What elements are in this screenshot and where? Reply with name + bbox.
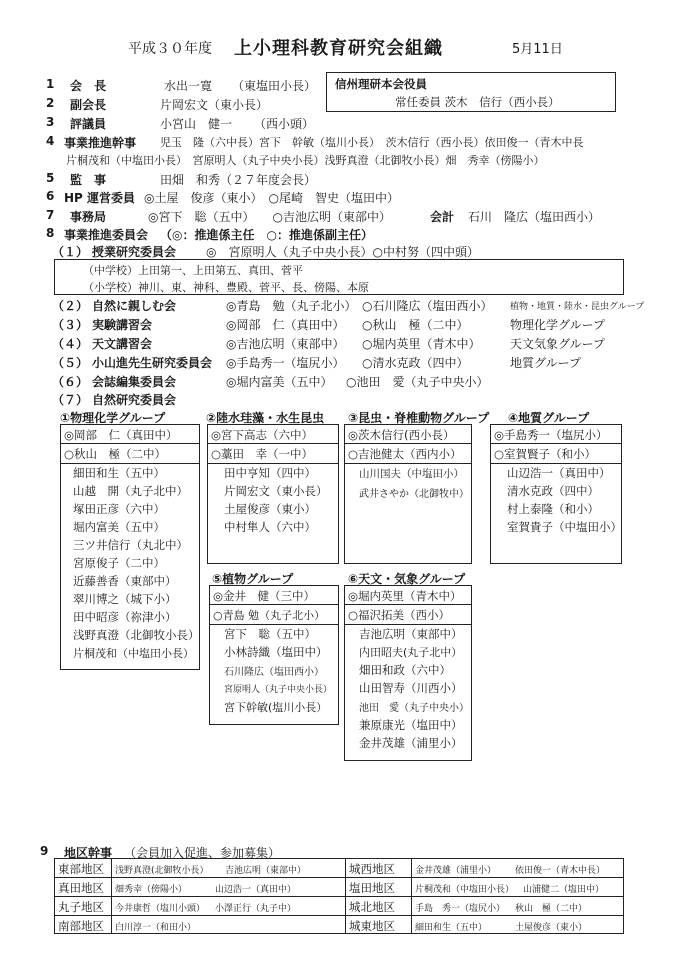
district-person: 今井康哲（塩川小頭）: [115, 904, 206, 914]
district-person: 秋山 極（二中）: [515, 904, 588, 914]
district-person: 畑秀幸（傍陽小）: [115, 885, 188, 895]
committee-num: （１）: [52, 245, 89, 259]
committee-num: （４）: [52, 337, 89, 351]
treasurer-label: 会計: [430, 210, 455, 224]
committee-group: 物理化学グループ: [510, 318, 606, 332]
group-chief: ◎岡部 仁（真田中）: [64, 428, 178, 442]
group-member: 吉池広明（東部中）: [359, 627, 463, 641]
item-role: 会 長: [70, 79, 107, 93]
item-role: 事業推進幹事: [64, 136, 137, 150]
group-member: 近藤善香（東部中）: [73, 574, 177, 588]
item-num: 6: [46, 189, 55, 203]
item-name: 田畑 和秀（２７年度会長）: [160, 173, 317, 187]
item-name: 水出一寛: [164, 79, 213, 93]
district-name: 東部地区: [58, 862, 104, 876]
committee-vice: ○秋山 極（二中）: [362, 318, 469, 332]
group-member: 宮原明人（丸子中央小長）: [224, 685, 333, 695]
committee-vice: ○堀内英里（青木中）: [362, 337, 481, 351]
group-member: 村上泰隆（和小）: [507, 502, 599, 516]
group-chief: ◎堀内英里（青木中）: [348, 589, 462, 603]
item-num: 1: [46, 77, 55, 91]
committee-num: （３）: [52, 318, 89, 332]
district-name: 塩田地区: [349, 881, 395, 895]
group-member: 畑田和政（六中）: [359, 663, 451, 677]
item-line: 片桐茂和（中塩田小長） 宮原明人（丸子中央小長）浅野真澄（北御牧小長）畑 秀幸（傍陽小）: [66, 154, 545, 167]
group-member: 内田昭夫(丸子北中）: [359, 646, 463, 659]
item-role: 監 事: [70, 173, 107, 187]
group-title: ⑤植物グループ: [212, 572, 294, 586]
group-member: 山川国夫（中塩田小）: [359, 468, 464, 480]
district-name: 城西地区: [349, 862, 395, 876]
item-aff: （東塩田小長）: [232, 79, 317, 93]
committee-name: 実験講習会: [92, 318, 153, 332]
item-name: 片岡宏文（東小長）: [160, 98, 269, 112]
title-prefix: 平成３０年度: [128, 41, 212, 57]
district-person: 手島 秀一（塩尻小）: [415, 904, 506, 914]
group-member: 土屋俊彦（東小）: [224, 502, 316, 516]
committee-name: 授業研究委員会: [92, 245, 177, 259]
group-title: ⑥天文・気象グループ: [348, 572, 466, 586]
item-role: 副会長: [70, 98, 107, 112]
district-person: 山辺浩一（真田中）: [215, 885, 297, 895]
group-chief: ◎宮下高志（六中）: [211, 428, 314, 442]
group-vice: ○藁田 幸（一中）: [211, 447, 314, 461]
group-chief: ◎茨木信行(西小長）: [348, 428, 455, 442]
group-member: 山辺浩一（真田中）: [507, 466, 611, 480]
group-box-geology: [490, 424, 622, 564]
page-date: 5月11日: [512, 42, 563, 57]
committee-chief: ◎青島 勉（丸子北小）: [226, 299, 357, 313]
group-box-insects: [344, 424, 472, 564]
committee-name: 天文講習会: [92, 337, 153, 351]
school-line: （中学校）上田第一、上田第五、真田、菅平: [83, 264, 303, 277]
committee-name: 会誌編集委員会: [92, 375, 177, 389]
page-title: 上小理科教育研究会組織: [234, 38, 443, 59]
committee-num: （５）: [52, 356, 89, 370]
group-member: 塚田正彦（六中）: [73, 502, 165, 516]
group-member: 中村隼人（六中）: [224, 520, 316, 534]
group-box-aquatic: [207, 424, 339, 564]
item-name: ◎土屋 俊彦（東小） ○尾崎 智史（塩田中）: [144, 191, 399, 205]
committee-group: 地質グループ: [510, 356, 582, 370]
district-name: 真田地区: [58, 881, 104, 895]
item-aff: （西小頭）: [254, 117, 315, 131]
group-title: ③昆虫・脊椎動物グループ: [348, 411, 490, 425]
district-table: [54, 858, 624, 934]
committee-chief: ◎堀内富美（五中）: [226, 375, 333, 389]
district-name: 城東地区: [349, 919, 395, 933]
district-person: 細田和生（五中）: [415, 923, 488, 933]
committee-chief: ◎吉池広明（東部中）: [226, 337, 345, 351]
committee-name: 小山進先生研究委員会: [92, 356, 213, 370]
committee-vice: ○清水克政（四中）: [362, 356, 469, 370]
item-num: 8: [46, 226, 55, 240]
group-member: 田中亨知（四中）: [224, 466, 316, 480]
item-name: 小宮山 健一: [160, 117, 233, 131]
group-member: 浅野真澄（北御牧小長）: [73, 628, 200, 642]
group-member: 山越 開（丸子北中）: [73, 484, 188, 498]
group-member: 翠川博之（城下小）: [73, 592, 177, 606]
district-person: 山浦健二（塩田中）: [523, 885, 605, 895]
committee-vice: ○池田 愛（丸子中央小）: [346, 375, 489, 389]
committee-num: （２）: [52, 299, 89, 313]
table-row: [55, 859, 623, 877]
section-title: 地区幹事: [64, 846, 113, 860]
group-vice: ○室賀賢子（和小）: [494, 447, 597, 461]
group-title: ①物理化学グループ: [60, 411, 166, 425]
committee-vice: ○石川隆広（塩田西小）: [362, 299, 493, 313]
school-box: [54, 259, 624, 295]
group-box-astronomy: [344, 585, 472, 761]
section-num: 9: [40, 844, 49, 858]
item-num: 3: [46, 115, 55, 129]
district-person: 金井茂雄（浦里小）: [415, 866, 497, 876]
group-member: 兼原康光（塩田中）: [359, 718, 463, 732]
group-member: 武井さやか（北御牧中）: [359, 489, 469, 500]
item-role: 事業推進委員会: [64, 228, 149, 242]
group-vice: ○秋山 極（二中）: [64, 447, 167, 461]
group-title: ②陸水珪藻・水生昆虫: [206, 411, 325, 425]
item-line: 児玉 隆（六中長）宮下 幹敏（塩川小長） 茨木信行（西小長）依田俊一（青木中長: [160, 136, 584, 149]
committee-group: 植物・地質・陸水・昆虫グループ: [510, 302, 645, 312]
district-person: 土屋俊彦（東小）: [515, 923, 588, 933]
shinshu-member: 常任委員 茨木 信行（西小長）: [395, 95, 560, 109]
district-person: 片桐茂和（中塩田小長）: [415, 885, 515, 895]
item-name: ◎宮下 聡（五中） ○吉池広明（東部中）: [148, 210, 391, 224]
district-person: 依田俊一（青木中長）: [515, 866, 606, 876]
committee-members: ◎ 宮原明人（丸子中央小長）○中村努（四中頭）: [206, 245, 479, 259]
group-member: 室賀貴子（中塩田小）: [507, 520, 622, 534]
district-person: 白川淳一（和田小）: [115, 923, 197, 933]
group-member: 池田 愛（丸子中央小）: [359, 703, 469, 714]
committee-chief: ◎手島秀一（塩尻小）: [226, 356, 345, 370]
group-member: 金井茂雄（浦里小）: [359, 736, 463, 750]
treasurer-name: 石川 隆広（塩田西小）: [468, 210, 601, 224]
district-name: 南部地区: [58, 919, 104, 933]
item-role: 評議員: [70, 117, 107, 131]
group-box-plants: [209, 585, 339, 725]
committee-name: 自然研究委員会: [92, 393, 177, 407]
group-box-physics-chemistry: [60, 424, 200, 670]
group-member: 宮下幹敏(塩川小長）: [224, 701, 328, 714]
group-chief: ◎金井 健（三中）: [213, 589, 316, 603]
group-member: 宮原俊子（二中）: [73, 556, 165, 570]
group-chief: ◎手島秀一（塩尻小）: [494, 428, 608, 442]
item-num: 4: [46, 134, 55, 148]
item-num: 7: [46, 208, 55, 222]
district-person: 小澤正行（丸子中）: [215, 904, 297, 914]
group-vice: ○吉池健太（西内小）: [348, 447, 462, 461]
section-note: （会員加入促進、参加募集）: [124, 846, 281, 860]
district-person: 吉池広明（東部中）: [225, 866, 307, 876]
group-member: 細田和生（五中）: [73, 466, 165, 480]
group-member: 片岡宏文（東小長）: [224, 484, 328, 498]
item-num: 2: [46, 96, 55, 110]
group-member: 宮下 聡（五中）: [224, 627, 316, 641]
item-role: 事務局: [70, 210, 107, 224]
committee-num: （７）: [52, 393, 89, 407]
group-title: ④地質グループ: [508, 411, 590, 425]
table-row: [55, 897, 623, 915]
item-role: HP 運営委員: [64, 191, 136, 205]
committee-group: 天文気象グループ: [510, 337, 606, 351]
item-num: 5: [46, 171, 55, 185]
group-member: 小林詩織（塩田中）: [224, 645, 328, 659]
district-person: 浅野真澄(北御牧小長）: [115, 866, 209, 876]
group-vice: ○福沢拓美（西小）: [348, 608, 451, 622]
group-member: 片桐茂和（中塩田小長）: [73, 647, 194, 660]
committee-name: 自然に親しむ会: [92, 299, 177, 313]
group-member: 石川隆広（塩田西小）: [224, 667, 324, 678]
district-name: 城北地区: [349, 900, 395, 914]
group-vice: ○青島 勉（丸子北小）: [213, 609, 326, 622]
table-row: [55, 916, 623, 934]
group-member: 清水克政（四中）: [507, 484, 599, 498]
shinshu-title: 信州理研本会役員: [335, 77, 427, 91]
item-note: （◎：推進係主任 ○：推進係副主任）: [160, 228, 373, 242]
group-member: 堀内富美（五中）: [73, 520, 165, 534]
group-member: 山田智寿（川西小）: [359, 681, 463, 695]
school-line: （小学校）神川、東、神科、豊殿、菅平、長、傍陽、本原: [83, 281, 369, 294]
table-row: [55, 878, 623, 896]
committee-num: （６）: [52, 375, 89, 389]
committee-chief: ◎岡部 仁（真田中）: [226, 318, 345, 332]
group-member: 田中昭彦（祢津小）: [73, 610, 177, 624]
district-name: 丸子地区: [58, 900, 104, 914]
group-member: 三ツ井信行（丸北中）: [73, 538, 188, 552]
shinshu-box: [326, 72, 616, 112]
